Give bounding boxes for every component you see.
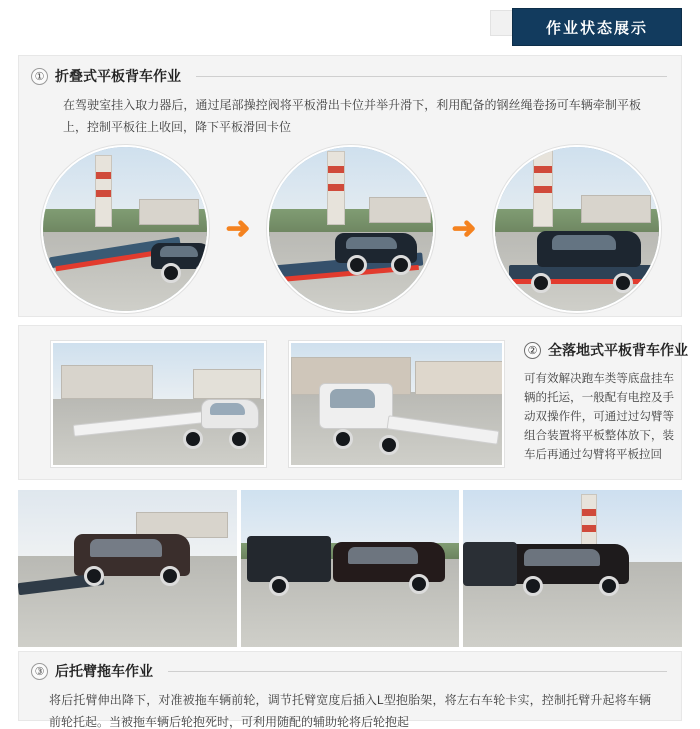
section2-number: ②: [524, 342, 541, 359]
wheel: [333, 429, 353, 449]
building: [139, 199, 199, 225]
truck-cab: [201, 399, 259, 429]
photo-full-landing-flatbed-side: [51, 341, 266, 467]
photo-full-landing-flatbed-front: [289, 341, 504, 467]
photo-tow-truck-towing-rear-view: [463, 490, 682, 647]
section-folding-flatbed: [18, 55, 682, 317]
header-bar: [0, 8, 700, 48]
building: [193, 369, 261, 399]
wheel: [391, 255, 411, 275]
section3-body: 将后托臂伸出降下，对准被拖车辆前轮，调节托臂宽度后插入L型抱胎架，将左右车轮卡实，控制托臂升起将车辆前轮托起。当被拖车辆后轮抱死时，可利用随配的辅助轮将后轮抱起: [49, 693, 651, 729]
tower: [533, 149, 553, 227]
section1-body: 在驾驶室挂入取力器后，通过尾部操控阀将平板滑出卡位并举升滑下，利用配备的钢丝绳卷扬可车辆牵制平板上，控制平板往上收回，降下平板滑回卡位: [63, 98, 641, 134]
photo-flatbed-slid-out-empty: [41, 145, 209, 313]
building: [415, 361, 504, 395]
wheel: [531, 273, 551, 293]
building: [61, 365, 153, 399]
wheel: [347, 255, 367, 275]
photo-tow-arm-lifting-front-wheels: [18, 490, 237, 647]
wheel: [195, 263, 209, 283]
wheel: [84, 566, 104, 586]
photo-tow-truck-towing-sedan: [241, 490, 460, 647]
section3-number: ③: [31, 663, 48, 680]
wheel: [183, 429, 203, 449]
building: [369, 197, 431, 223]
section3-heading: [19, 652, 681, 681]
section-rear-tow-arm: [18, 651, 682, 729]
building: [581, 195, 651, 223]
page-title: 作业状态展示: [512, 8, 682, 46]
wheel: [613, 273, 633, 293]
tow-truck-rear: [247, 536, 331, 582]
wheel: [409, 574, 429, 594]
section1-heading: [19, 56, 681, 86]
section2-text: [524, 340, 688, 465]
section2-title: 全落地式平板背车作业: [548, 342, 688, 358]
section3-title: 后托臂拖车作业: [55, 663, 153, 679]
truck-cab-front: [319, 383, 393, 429]
sedan-loaded: [537, 231, 641, 267]
tower: [95, 155, 112, 227]
section2-heading: [524, 340, 688, 360]
arrow-icon-2: ➜: [451, 212, 477, 245]
wheel: [379, 435, 399, 455]
section1-photo-row: [19, 144, 683, 314]
photo-car-loaded-rear-view: [493, 145, 661, 313]
wheel: [229, 429, 249, 449]
towed-sedan: [333, 542, 445, 582]
section-full-landing-flatbed: [18, 325, 688, 480]
arrow-icon-1: ➜: [225, 212, 251, 245]
wheel: [160, 566, 180, 586]
tower: [327, 151, 345, 225]
section1-divider: [196, 76, 667, 77]
wheel: [269, 576, 289, 596]
section2-body: 可有效解决跑车类等底盘挂车辆的托运，一般配有电控及手动双操作件，可通过过勾臂等组合装置将平板整体放下，装车后再通过勾臂将平板拉回: [524, 373, 674, 461]
section1-title: 折叠式平板背车作业: [55, 68, 181, 84]
section3-divider: [168, 671, 667, 672]
wheel: [161, 263, 181, 283]
section1-number: ①: [31, 68, 48, 85]
section3-photo-row: [18, 490, 682, 647]
tow-truck-front: [463, 542, 517, 586]
photo-car-loading-on-flatbed: [267, 145, 435, 313]
